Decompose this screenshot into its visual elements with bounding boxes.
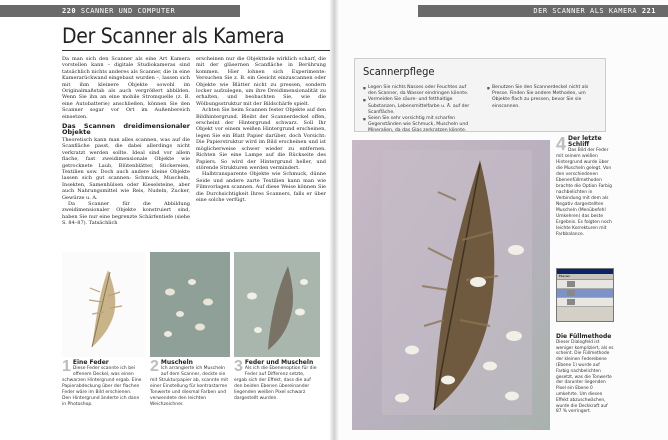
feather-shells-image xyxy=(234,252,320,357)
left-running-header xyxy=(0,5,240,17)
layer-thumbnail xyxy=(567,299,575,305)
right-running-header xyxy=(418,5,668,17)
layer-thumbnail xyxy=(567,281,575,287)
layer-thumbnail xyxy=(567,290,575,296)
caption-title: Eine Feder xyxy=(72,359,109,366)
caption-number: 4 xyxy=(556,134,567,154)
page-title: Der Scanner als Kamera xyxy=(62,24,285,48)
right-page-number: 221 xyxy=(641,7,656,15)
caption-text: Das Bild der Feder mit seinem weißen Hintergrund wurde über die Muscheln gelegt. Von den verschiedenen Ebenenfüllmethoden brachte die Option Farbig nachbelichten in Verbindung mit dem als Negativ dargestellten Muscheln (Menübefehl Umkehren) das beste Ergebnis. Es folgten noch leichte Korrekturen mit Farbbalance. xyxy=(556,148,612,237)
feather-shells-photo xyxy=(234,252,320,357)
caption-title: Feder und Muscheln xyxy=(244,359,314,366)
shells-image xyxy=(150,252,230,357)
caption-text: Diese Feder scannte ich bei offenem Deckel, was einen schwarzen Hintergrund ergab. Eine Papierabdeckung über der flachen Feder wäre im Bild erschienen. Den Hintergrund änderte ich dann in Photoshop. xyxy=(62,366,142,407)
layers-palette-screenshot xyxy=(556,268,614,322)
caption-2 xyxy=(150,360,230,408)
paragraph: erscheinen nur die Objektteile wirklich scharf, die mit der gläsernen Scanfläche in Berührung kommen. Hier lohnen sich Experimente: Versuchen Sie z. B. ein Gesicht einzuscannen oder Objekte wie Blätter nicht zu pressen, sondern locker aufzulegen, um ihre Dreidimensionalität zu erhalten, und beobachten Sie, wie die Wölbungsstruktur mit der Bildschärfe spielt. xyxy=(196,56,326,107)
caption-1 xyxy=(62,360,142,408)
side-caption-fillmethod xyxy=(556,334,614,415)
bullet-item: ■ Vermeiden Sie säure- und fetthaltige Substanzen, Lebensmittelfarbe u. Ä. auf der Scanfläche. xyxy=(363,97,475,116)
caption-number: 2 xyxy=(150,358,159,375)
left-page-number: 220 xyxy=(62,7,77,15)
caption-text: Ich arrangierte ich Muscheln auf dem Scanner, deckte sie mit Strukturpapier ab, scannte mit einer Einstellung für kontrastarme Tonwerte und diesmal Farben und verwendete den leichten Weichzeichner. xyxy=(150,366,229,407)
paragraph: Halbtransparente Objekte wie Schmuck, dünne Seide und andere zarte Textilien kann man wie Filmvorlagen scannen. Auf diese Weise können Sie die Durchsichtigkeit Ihres Scanners, falls er über eine solche verfügt. xyxy=(196,171,326,203)
bullet-item: ■ Benutzen Sie den Scannerdeckel nicht als Presse. Finden Sie andere Methoden, um Objekte flach zu pressen, bevor Sie sie einscannen. xyxy=(487,85,599,110)
title-rule xyxy=(62,50,330,51)
final-image xyxy=(352,140,550,430)
caption-number: 3 xyxy=(234,358,243,375)
caption-text: Dieser Dialogfeld ist weniger kompliziert, als es scheint. Die Füllmethode der kleinen Federebene (Ebene 1) wurde auf Farbig nachbelichten gesetzt, was die Tonwerte der darunter liegenden Pixel ein Ebene 0 umkehrte. Um diesen Effekt abzuschwächen, wurde die Deckkraft auf 87 % verringert. xyxy=(556,339,614,415)
scannerpflege-box xyxy=(354,58,606,132)
feather-photo xyxy=(62,252,146,357)
caption-text: Als ich die Ebenenoption für die Feder auf Differenz setzte, ergab sich der Effekt, dass die auf den beiden Ebenen übereinander liegenden weißen Pixel schwarz dargestellt wurden. xyxy=(234,366,317,401)
bullet-item: ■ Legen Sie nichts Nasses oder Feuchtes auf den Scanner, da Wasser eindringen könnte. xyxy=(363,85,475,97)
right-header-title: DER SCANNER ALS KAMERA xyxy=(533,7,638,15)
caption-3 xyxy=(234,360,318,402)
left-header-title: SCANNER UND COMPUTER xyxy=(80,7,176,15)
book-gutter xyxy=(329,0,339,440)
section-heading: Das Scannen dreidimensionaler Objekte xyxy=(62,122,190,137)
feather-image xyxy=(62,252,146,357)
caption-title: Die Füllmethode xyxy=(556,333,612,340)
layer-row-selected xyxy=(557,289,613,298)
bullet-item: ■ Seien Sie sehr vorsichtig mit scharfen Gegenständen wie Schmuck, Muscheln und Mineralien, da das Glas zerkratzen könnte. xyxy=(363,116,475,135)
body-column-2 xyxy=(196,56,326,246)
layer-row xyxy=(557,280,613,289)
side-caption-4 xyxy=(556,136,614,238)
layer-row xyxy=(557,298,613,307)
paragraph: Theoretisch kann man alles scannen, was auf die Scanfläche passt, die dabei allerdings nicht verkratzt werden sollte. Ideal sind vor allem flache, fast zweidimensionale Objekte wie getrocknete Laub, Blütenblätter, Stickereien, Textilien usw. Doch auch andere kleine Objekte lassen sich gut scannen: Schmuck, Muscheln, Insekten, Samenhülsen oder Kieselsteine, aber auch Nahrungsmittel wie Reis, Nudeln, Zucker, Gewürze u. A. xyxy=(62,136,190,201)
paragraph: Achten Sie beim Scannen fester Objekte auf den Bildhintergrund. Bleibt der Scannerdeckel offen, erscheint der Hintergrund schwarz. Soll Ihr Objekt vor einem weißen Hintergrund erscheinen, legen Sie ein Blatt Papier darüber, doch Vorsicht: Die Papierstruktur wird im Bild erscheinen und ist möglicherweise schwer wieder zu entfernen. Richten Sie eine Lampe auf die Rückseite des Papiers. So wird der Hintergrund heller, und störende Strukturen werden vermindert. xyxy=(196,107,326,171)
box-column-b xyxy=(487,85,599,110)
caption-title: Muscheln xyxy=(160,359,193,366)
caption-number: 1 xyxy=(62,358,71,375)
intro-paragraph: Da man sich den Scanner als eine Art Kamera vorstellen kann – digitale Studiokameras sind tatsächlich nichts anderes als Scanner, die in eine Kamerarückwand eingebaut wurden –, lassen sich mit ihm kleinere Objekte sowohl im Originalmaßstab als auch vergrößert abbilden. Wenn Sie ihn an eine mobile Stromquelle (z. B. eine Autobatterie) anschließen, können Sie den Scanner sogar vor Ort im Außenbereich einsetzen. xyxy=(62,56,190,120)
final-photo xyxy=(352,140,550,430)
shells-photo xyxy=(150,252,230,357)
box-column-a xyxy=(363,85,475,135)
caption-title: Der letzte Schliff xyxy=(568,135,602,148)
palette-tab: Ebenen xyxy=(557,274,613,280)
box-title: Scannerpflege xyxy=(363,65,435,78)
paragraph: Da Scanner für die Abbildung zweidimensionaler Objekte konstruiert sind, haben Sie nur eine begrenzte Schärfentiefe (siehe S. 84–87). Tatsächlich xyxy=(62,200,190,227)
body-column-1 xyxy=(62,56,190,246)
